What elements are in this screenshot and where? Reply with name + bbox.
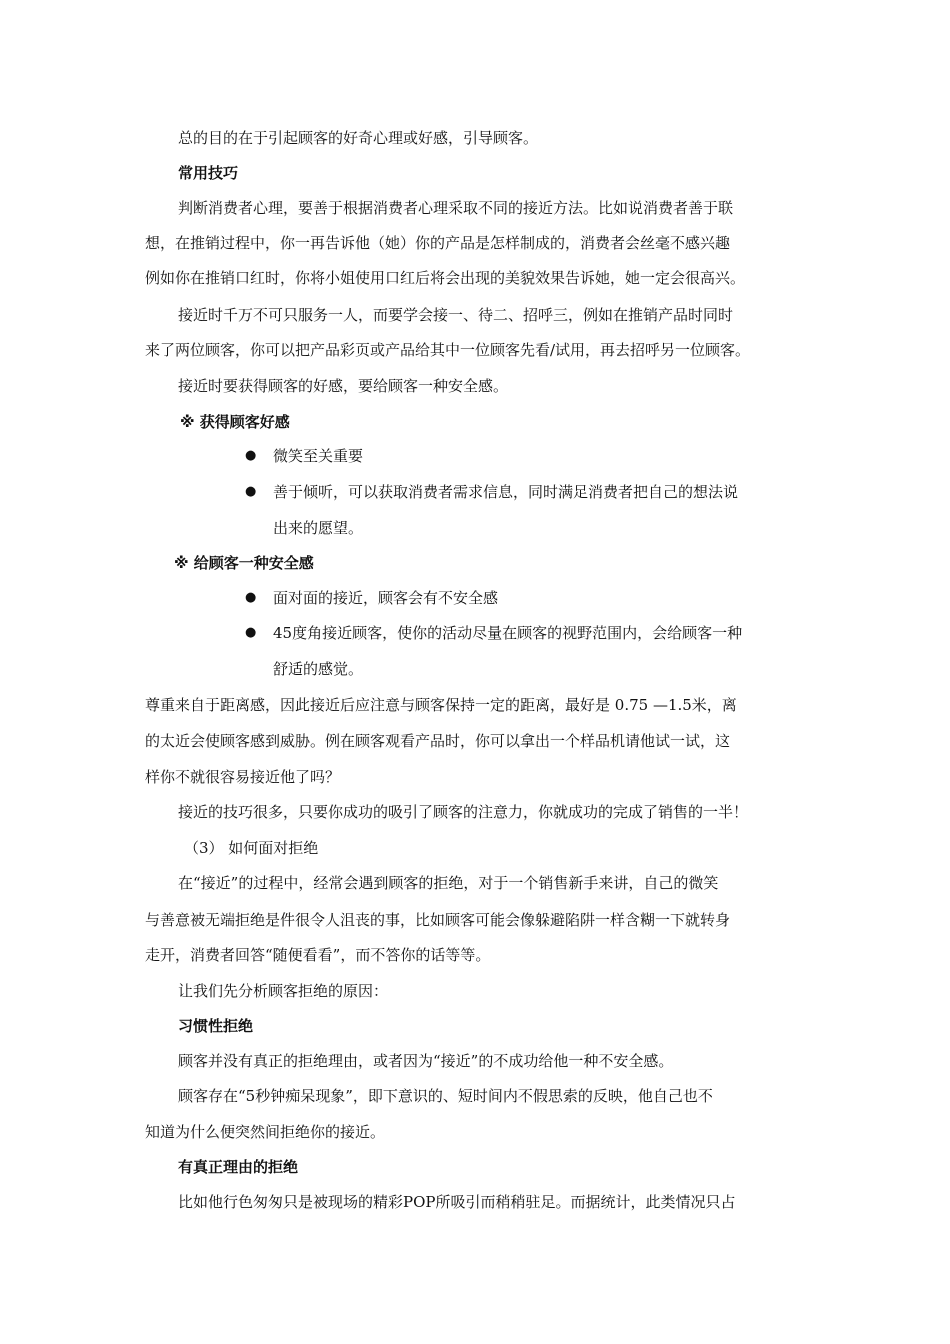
subheading-gain-favor: ※ 获得顾客好感 <box>180 413 290 431</box>
paragraph-line: 例如你在推销口红时，你将小姐使用口红后将会出现的美貌效果告诉她，她一定会很高兴。 <box>145 269 746 287</box>
paragraph-line: 来了两位顾客，你可以把产品彩页或产品给其中一位顾客先看/试用，再去招呼另一位顾客。 <box>145 341 751 359</box>
paragraph-line: 接近的技巧很多，只要你成功的吸引了顾客的注意力，你就成功的完成了销售的一半！ <box>178 803 749 821</box>
bullet-icon: ● <box>245 484 257 499</box>
paragraph-line: 判断消费者心理，要善于根据消费者心理采取不同的接近方法。比如说消费者善于联 <box>178 199 734 217</box>
paragraph-line: 比如他行色匆匆只是被现场的精彩POP所吸引而稍稍驻足。而据统计，此类情况只占 <box>178 1193 736 1211</box>
paragraph-line: 接近时千万不可只服务一人，而要学会接一、待二、招呼三，例如在推销产品时同时 <box>178 306 734 324</box>
bullet-icon: ● <box>245 448 257 463</box>
bullet-item: 面对面的接近，顾客会有不安全感 <box>273 589 499 607</box>
paragraph-line: 的太近会使顾客感到威胁。例在顾客观看产品时，你可以拿出一个样品机请他试一试，这 <box>145 732 731 750</box>
section-heading-habitual-refusal: 习惯性拒绝 <box>178 1017 254 1035</box>
bullet-icon: ● <box>245 625 257 640</box>
paragraph-line: 在“接近”的过程中，经常会遇到顾客的拒绝，对于一个销售新手来讲，自己的微笑 <box>178 874 719 892</box>
paragraph-line: 让我们先分析顾客拒绝的原因： <box>178 982 389 1000</box>
section-heading-real-reason-refusal: 有真正理由的拒绝 <box>178 1158 299 1176</box>
bullet-item: 45度角接近顾客，使你的活动尽量在顾客的视野范围内，会给顾客一种 <box>273 624 743 642</box>
paragraph-line: 知道为什么便突然间拒绝你的接近。 <box>145 1123 386 1141</box>
subheading-safety: ※ 给顾客一种安全感 <box>174 554 314 572</box>
paragraph-line: 顾客并没有真正的拒绝理由，或者因为“接近”的不成功给他一种不安全感。 <box>178 1052 674 1070</box>
paragraph-line: 尊重来自于距离感，因此接近后应注意与顾客保持一定的距离，最好是 0.75 —1.5米，离 <box>145 696 737 714</box>
paragraph-line: 想，在推销过程中，你一再告诉他（她）你的产品是怎样制成的，消费者会丝毫不感兴趣 <box>145 234 731 252</box>
bullet-item-continued: 出来的愿望。 <box>273 519 364 537</box>
paragraph-line: 样你不就很容易接近他了吗？ <box>145 768 341 786</box>
bullet-icon: ● <box>245 590 257 605</box>
paragraph-line: 接近时要获得顾客的好感，要给顾客一种安全感。 <box>178 377 509 395</box>
bullet-item: 微笑至关重要 <box>273 447 364 465</box>
paragraph-line: 与善意被无端拒绝是件很令人沮丧的事，比如顾客可能会像躲避陷阱一样含糊一下就转身 <box>145 911 731 929</box>
section-heading-common-skills: 常用技巧 <box>178 164 239 182</box>
bullet-item: 善于倾听，可以获取消费者需求信息，同时满足消费者把自己的想法说 <box>273 483 739 501</box>
paragraph-line: 走开，消费者回答“随便看看”，而不答你的话等等。 <box>145 946 491 964</box>
bullet-item-continued: 舒适的感觉。 <box>273 660 364 678</box>
paragraph-line: 总的目的在于引起顾客的好奇心理或好感，引导顾客。 <box>178 129 539 147</box>
numbered-heading: （3） 如何面对拒绝 <box>184 839 319 857</box>
paragraph-line: 顾客存在“5秒钟痴呆现象”，即下意识的、短时间内不假思索的反映，他自己也不 <box>178 1087 713 1105</box>
